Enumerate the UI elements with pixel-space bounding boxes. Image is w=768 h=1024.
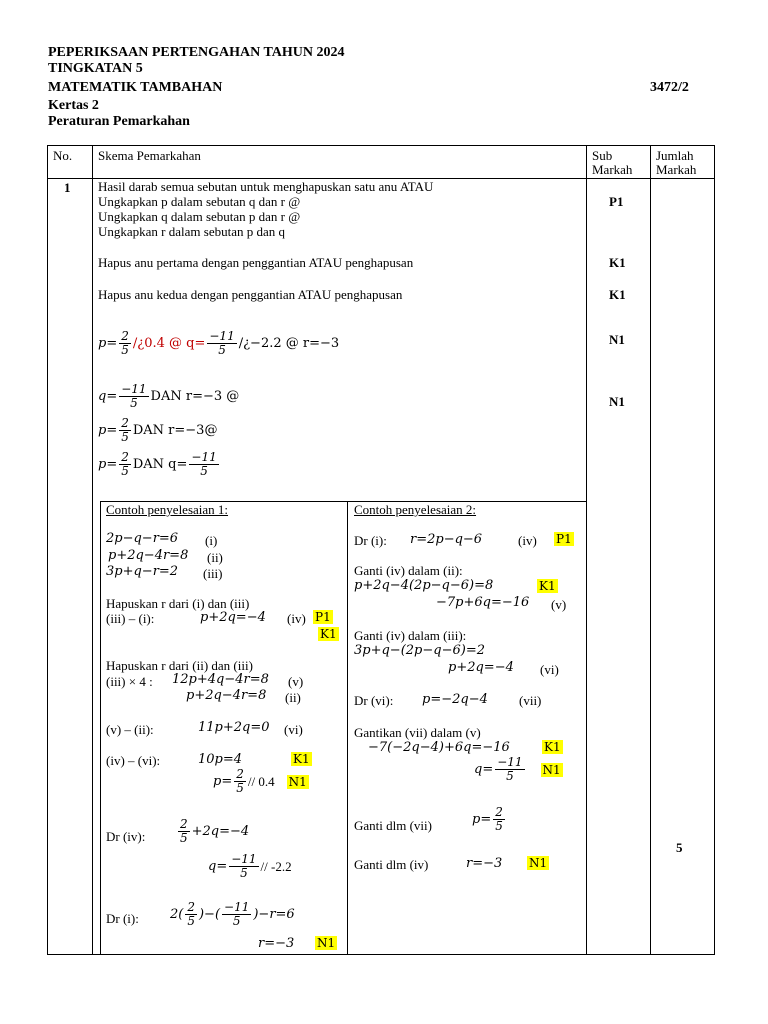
exam-title: PEPERIKSAAN PERTENGAHAN TAHUN 2024 <box>48 45 345 60</box>
step-label: Gantikan (vii) dalam (v) <box>354 725 481 740</box>
mark-badge-n1: N1 <box>317 936 336 950</box>
equation-step <box>170 901 295 928</box>
equation-label: (iv) <box>287 611 306 626</box>
step-label: (v) – (ii): <box>106 722 154 737</box>
step-label: Ganti dlm (vii) <box>354 818 432 833</box>
answer-line-4 <box>98 451 221 478</box>
form-level: TINGKATAN 5 <box>48 61 143 76</box>
mark-badge-k1: K1 <box>544 740 561 754</box>
answer-text: /¿−2.2 @ r=−3 <box>238 336 340 351</box>
step-label: Dr (iv): <box>106 829 146 844</box>
paper-code: 3472/2 <box>650 80 689 95</box>
fraction: $\frac{-11}{5}$ <box>231 852 257 880</box>
result-q <box>208 853 292 880</box>
fraction: $\frac{2}{5}$ <box>495 805 503 833</box>
equation-iii: 3p+q−r=2 <box>106 564 179 579</box>
scheme-line-5: Hapus anu pertama dengan penggantian ATAU penghapusan <box>98 255 414 270</box>
col-header-scheme: Skema Pemarkahan <box>98 148 201 163</box>
answer-text: p= <box>98 336 118 351</box>
equation-iv: r=2p−q−6 <box>410 532 483 547</box>
mark-badge-k1: K1 <box>293 752 310 766</box>
step-label: (iii) × 4 : <box>106 674 153 689</box>
fraction: $\frac{2}{5}$ <box>187 900 195 928</box>
equation-label: (ii) <box>285 690 301 705</box>
col-header-total-1: Jumlah <box>656 148 694 163</box>
result-p <box>472 806 507 833</box>
example-1-title: Contoh penyelesaian 1: <box>106 502 229 517</box>
answer-line-2 <box>98 383 239 410</box>
step-label: Dr (vi): <box>354 693 394 708</box>
answer-line-3 <box>98 417 217 444</box>
step-label: (iii) – (i): <box>106 611 155 626</box>
equation-label: (iv) <box>518 533 537 548</box>
answer-text: 2( <box>170 907 184 922</box>
col-header-sub-1: Sub <box>592 148 613 163</box>
answer-text: q= <box>98 389 118 404</box>
answer-text: p= <box>213 774 233 789</box>
scheme-line-2: Ungkapkan p dalam sebutan q dan r @ <box>98 194 301 209</box>
answer-text: p= <box>98 423 118 438</box>
mark-n1: N1 <box>609 332 625 347</box>
step-heading: Hapuskan r dari (ii) dan (iii) <box>106 658 253 673</box>
equation-label: (v) <box>551 597 567 612</box>
equation-label: (vii) <box>519 693 542 708</box>
equation-ii: p+2q−4r=8 <box>108 548 189 563</box>
answer-text: /¿0.4 @ q= <box>132 336 206 351</box>
equation-step: −7(−2q−4)+6q=−16 <box>368 740 510 755</box>
answer-text: // 0.4 <box>247 773 275 789</box>
equation-label: (vi) <box>540 662 559 677</box>
fraction: $\frac{2}{5}$ <box>180 817 188 845</box>
equation-step: 3p+q−(2p−q−6)=2 <box>354 643 485 658</box>
fraction: $\frac{-11}{5}$ <box>191 450 217 478</box>
equation-step: 10p=4 <box>198 752 243 767</box>
fraction: $\frac{2}{5}$ <box>121 416 129 444</box>
answer-text: p= <box>98 457 118 472</box>
fraction: $\frac{-11}{5}$ <box>497 755 523 783</box>
result-r: r=−3 <box>258 936 295 951</box>
subject-title: MATEMATIK TAMBAHAN <box>48 80 223 95</box>
answer-text: DAN r=−3@ <box>132 423 218 438</box>
col-header-no: No. <box>53 148 73 163</box>
mark-k1: K1 <box>609 255 626 270</box>
answer-text: )−r=6 <box>253 907 295 922</box>
mark-n1: N1 <box>609 394 625 409</box>
step-heading: Hapuskan r dari (i) dan (iii) <box>106 596 250 611</box>
equation-label: (v) <box>288 674 304 689</box>
fraction: $\frac{-11}{5}$ <box>224 900 250 928</box>
scheme-line-1: Hasil darab semua sebutan untuk menghapuskan satu anu ATAU <box>98 179 434 194</box>
col-header-sub-2: Markah <box>592 162 633 177</box>
marking-scheme-label: Peraturan Pemarkahan <box>48 114 190 129</box>
step-label: Ganti (iv) dalam (ii): <box>354 563 463 578</box>
mark-badge-p1: P1 <box>556 532 572 546</box>
equation-vii: p=−2q−4 <box>422 692 488 707</box>
equation-label: (i) <box>205 533 218 548</box>
answer-text: // -2.2 <box>260 858 292 874</box>
equation-vi: p+2q=−4 <box>448 660 514 675</box>
scheme-line-3: Ungkapkan q dalam sebutan p dan r @ <box>98 209 301 224</box>
answer-text: )−( <box>198 907 221 922</box>
equation-ii-repeat: p+2q−4r=8 <box>186 688 267 703</box>
equation-vi: 11p+2q=0 <box>198 720 270 735</box>
equation-iv: p+2q=−4 <box>200 610 266 625</box>
fraction: $\frac{2}{5}$ <box>236 767 244 795</box>
example-2-title: Contoh penyelesaian 2: <box>354 502 477 517</box>
scheme-line-4: Ungkapkan r dalam sebutan p dan q <box>98 224 286 239</box>
step-label: Dr (i): <box>354 533 387 548</box>
equation-label: (iii) <box>203 566 223 581</box>
step-label: (iv) – (vi): <box>106 753 161 768</box>
mark-badge-k1: K1 <box>320 627 337 641</box>
answer-text: q= <box>208 859 228 874</box>
step-label: Ganti (iv) dalam (iii): <box>354 628 467 643</box>
answer-text: q= <box>474 762 494 777</box>
mark-badge-n1: N1 <box>529 856 548 870</box>
equation-step <box>176 818 249 845</box>
answer-text: +2q=−4 <box>191 824 250 839</box>
total-marks: 5 <box>676 840 683 855</box>
answer-line-1 <box>98 330 339 357</box>
equation-step: p+2q−4(2p−q−6)=8 <box>354 578 494 593</box>
equation-v: −7p+6q=−16 <box>436 595 530 610</box>
mark-badge-n1: N1 <box>542 762 561 777</box>
step-label: Ganti dlm (iv) <box>354 857 429 872</box>
fraction: $\frac{2}{5}$ <box>121 329 129 357</box>
scheme-line-6: Hapus anu kedua dengan penggantian ATAU penghapusan <box>98 287 403 302</box>
mark-badge-p1: P1 <box>315 610 331 624</box>
result-p <box>213 768 309 795</box>
result-r: r=−3 <box>466 856 503 871</box>
question-number: 1 <box>64 180 71 195</box>
mark-badge-k1: K1 <box>539 579 556 593</box>
fraction: $\frac{-11}{5}$ <box>209 329 235 357</box>
equation-i: 2p−q−r=6 <box>106 531 179 546</box>
answer-text: DAN q= <box>132 457 188 472</box>
fraction: $\frac{2}{5}$ <box>121 450 129 478</box>
step-label: Dr (i): <box>106 911 139 926</box>
mark-badge-n1: N1 <box>288 774 307 789</box>
result-q <box>474 756 563 783</box>
mark-p1: P1 <box>609 194 624 209</box>
equation-v: 12p+4q−4r=8 <box>172 672 269 687</box>
fraction: $\frac{-11}{5}$ <box>121 382 147 410</box>
equation-label: (vi) <box>284 722 303 737</box>
answer-text: DAN r=−3 @ <box>150 389 240 404</box>
col-header-total-2: Markah <box>656 162 697 177</box>
mark-k1: K1 <box>609 287 626 302</box>
paper-number: Kertas 2 <box>48 98 99 113</box>
equation-label: (ii) <box>207 550 223 565</box>
answer-text: p= <box>472 812 492 827</box>
